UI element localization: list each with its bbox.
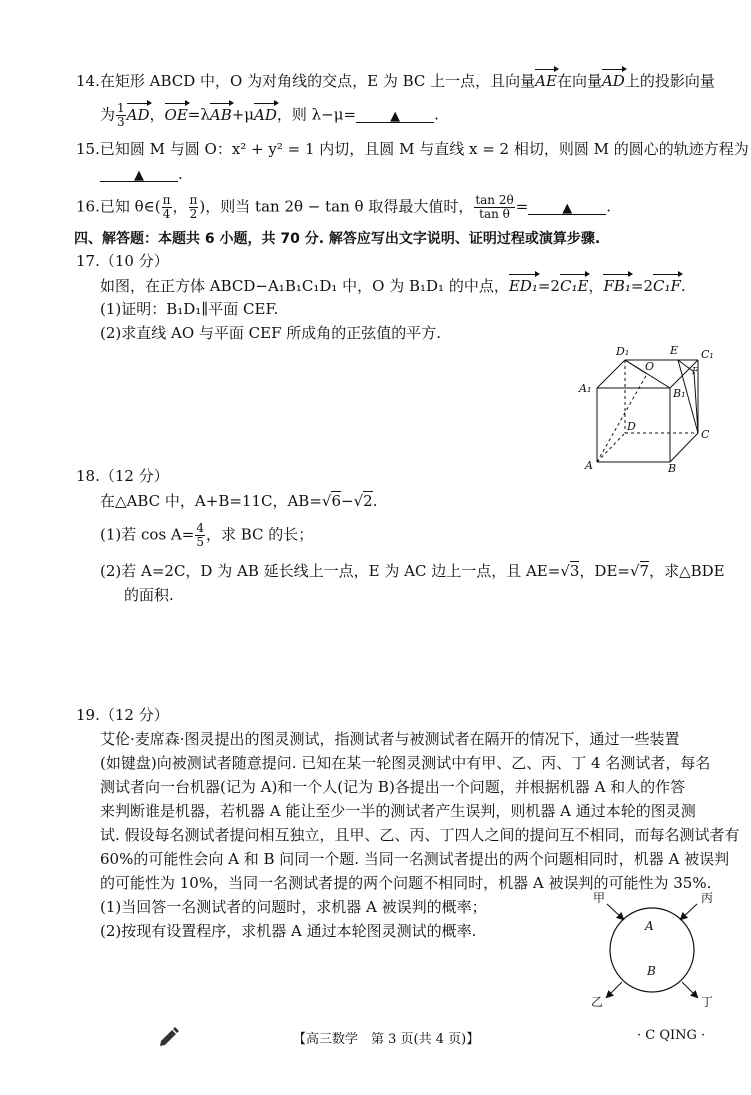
q19-para-line: 测试者向一台机器(记为 A)和一个人(记为 B)各提出一个问题，并根据机器 A 和人的作答 <box>100 778 686 796</box>
answer-blank-14[interactable]: ▲ <box>356 104 434 123</box>
label-E: E <box>670 344 679 357</box>
q18-part2-cont: 的面积. <box>124 586 174 604</box>
q18-part2: (2)若 A=2C，D 为 AB 延长线上一点，E 为 AC 边上一点，且 AE=√3，DE=√7，求△BDE <box>100 562 725 580</box>
label-A1: A₁ <box>579 382 592 395</box>
footer-code: · C QING · <box>637 1028 706 1043</box>
q19-para-line: 的可能性为 10%，当同一名测试者提的两个问题不相同时，机器 A 被误判的可能性为 35%. <box>100 874 712 892</box>
label-B: B <box>668 462 677 475</box>
label-bing: 丙 <box>701 891 714 905</box>
section-heading: 四、解答题：本题共 6 小题，共 70 分. 解答应写出文字说明、证明过程或演算步骤. <box>74 231 601 247</box>
q19-para-line: 艾伦·麦席森·图灵提出的图灵测试，指测试者与被测试者在隔开的情况下，通过一些装置 <box>100 730 680 748</box>
answer-blank-16[interactable]: ▲ <box>528 196 606 215</box>
q19-part2: (2)按现有设置程序，求机器 A 通过本轮图灵测试的概率. <box>100 922 477 940</box>
label-D1: D₁ <box>616 345 630 358</box>
label-C: C <box>701 428 710 441</box>
q18-stem: 在△ABC 中，A+B=11C，AB=√6−√2. <box>100 492 378 510</box>
q19-para-line: (如键盘)向被测试者随意提问. 已知在某一轮图灵测试中有甲、乙、丙、丁 4 名测试者，每名 <box>100 754 711 772</box>
q19-para-line: 试. 假设每名测试者提问相互独立，且甲、乙、丙、丁四人之间的提问互不相同，而每名测试者有 <box>100 826 740 844</box>
label-yi: 乙 <box>591 995 604 1009</box>
q18-part1: (1)若 cos A= $\frac{4}{5}$ ，求 BC 的长； <box>100 521 314 549</box>
label-ding: 丁 <box>701 995 714 1009</box>
answer-blank-15[interactable]: ▲ <box>100 163 178 182</box>
q19-para-line: 来判断谁是机器，若机器 A 能让至少一半的测试者产生误判，则机器 A 通过本轮的图灵测 <box>100 802 696 820</box>
q17-part2: (2)求直线 AO 与平面 CEF 所成角的正弦值的平方. <box>100 324 442 342</box>
q19-para-line: 60%的可能性会向 A 和 B 问同一个题. 当同一名测试者提出的两个问题相同时，机器 A 被误判 <box>100 850 730 868</box>
label-O: O <box>645 360 655 373</box>
label-C1: C₁ <box>701 348 714 361</box>
label-A: A <box>585 459 593 472</box>
turing-test-figure <box>585 888 725 1010</box>
q17-heading: 17.（10 分） <box>76 252 169 270</box>
q16-line: 16.已知 θ∈( $\frac{\pi}{4}$ ， $\frac{\pi}{2}$ )，则当 tan 2θ − tan θ 取得最大值时， $\frac{\tan 2\theta}{\text{tan θ}}$ = ▲ . <box>76 193 612 221</box>
q18-heading: 18.（12 分） <box>76 467 169 485</box>
label-B-human: B <box>647 964 656 978</box>
cube-figure <box>575 340 715 475</box>
label-D: D <box>627 420 636 433</box>
label-F: F <box>692 367 699 377</box>
q17-part1: (1)证明：B₁D₁∥平面 CEF. <box>100 300 279 318</box>
label-jia: 甲 <box>593 891 606 905</box>
q14-line2: 为 $\frac{1}{3}$ AD，OE=λAB+μAD，则 λ−μ= ▲ . <box>100 101 439 129</box>
label-A-machine: A <box>645 919 654 933</box>
q19-part1: (1)当回答一名测试者的问题时，求机器 A 被误判的概率； <box>100 898 487 916</box>
q15-line2: ▲ . <box>100 163 183 185</box>
q15-line1: 15.已知圆 M 与圆 O：x² + y² = 1 内切，且圆 M 与直线 x = 2 相切，则圆 M 的圆心的轨迹方程为 <box>76 140 749 158</box>
q19-heading: 19.（12 分） <box>76 706 169 724</box>
pencil-icon <box>158 1026 180 1046</box>
page-footer: 【高三数学 第 3 页(共 4 页)】 <box>293 1032 480 1047</box>
q17-stem: 如图，在正方体 ABCD−A₁B₁C₁D₁ 中，O 为 B₁D₁ 的中点，ED₁=2C₁E，FB₁=2C₁F. <box>100 277 686 295</box>
q14-line1: 14.在矩形 ABCD 中，O 为对角线的交点，E 为 BC 上一点，且向量AE在向量AD上的投影向量 <box>76 72 715 90</box>
label-B1: B₁ <box>673 387 686 400</box>
